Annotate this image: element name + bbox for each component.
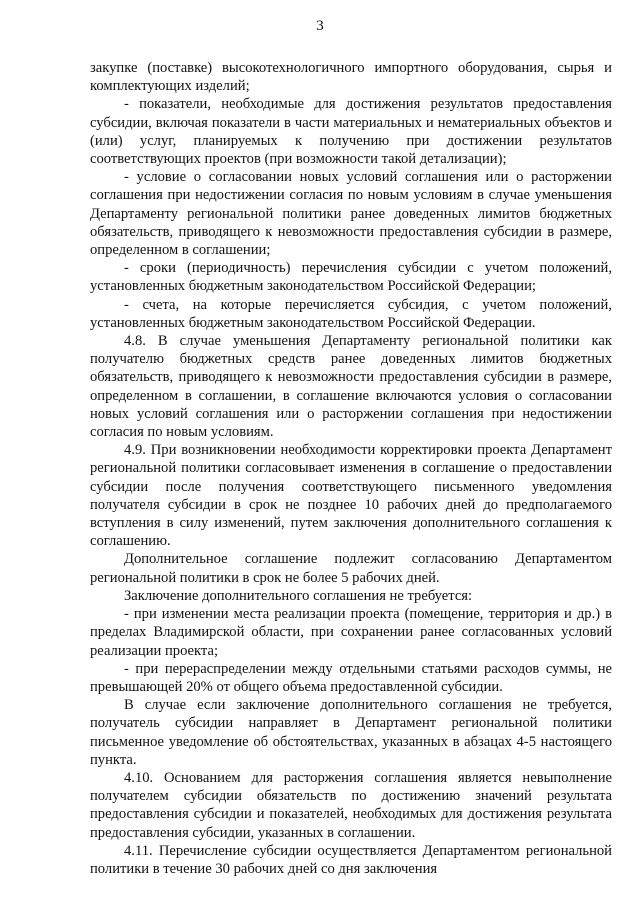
- paragraph-item-location-change: - при изменении места реализации проекта (помещение, территория и др.) в пределах Владимирской области, при сохранении ранее согласованных условий реализации проекта;: [90, 606, 612, 659]
- paragraph-item-redistribution: - при перераспределении между отдельными статьями расходов суммы, не превышающей 20% от общего объема предоставленной субсидии.: [90, 660, 612, 695]
- paragraph-notification: В случае если заключение дополнительного соглашения не требуется, получатель субсидии направляет в Департамент региональной политики письменное уведомление об обстоятельствах, указанных в абзацах 4-5 настоящего пункта.: [90, 697, 612, 768]
- paragraph-item-transfer-periods: - сроки (периодичность) перечисления субсидии с учетом положений, установленных бюджетным законодательством Российской Федерации;: [90, 260, 612, 295]
- paragraph-item-agreement-terms: - условие о согласовании новых условий соглашения или о расторжении соглашения при недостижении согласия по новым условиям в случае уменьшения Департаменту региональной политики ранее доведенных лимитов бюджетных обязательств, приводящего к невозможности предоставления субсидии в размере, определенном в соглашении;: [90, 169, 612, 259]
- paragraph-4-9: 4.9. При возникновении необходимости корректировки проекта Департамент региональной политики согласовывает изменения в соглашение о предоставлении субсидии после получения соответствующего письменного уведомления получателя субсидии в срок не позднее 10 рабочих дней до предполагаемого вступления в силу изменений, путем заключения дополнительного соглашения к соглашению.: [90, 442, 612, 550]
- paragraph-4-10: 4.10. Основанием для расторжения соглашения является невыполнение получателем субсидии обязательств по достижению значений результата предоставления субсидии и показателей, необходимых для достижения результата предоставления субсидии, указанных в соглашении.: [90, 769, 612, 841]
- paragraph-continuation: закупке (поставке) высокотехнологичного импортного оборудования, сырья и комплектующих изделий;: [90, 60, 612, 95]
- document-body: [90, 59, 612, 878]
- paragraph-item-indicators: - показатели, необходимые для достижения результатов предоставления субсидии, включая показатели в части материальных и нематериальных объектов и (или) услуг, планируемых к получению при достижении результатов соответствующих проектов (при возможности такой детализации);: [90, 96, 612, 168]
- paragraph-4-11: 4.11. Перечисление субсидии осуществляется Департаментом региональной политики в течение 30 рабочих дней со дня заключения: [90, 842, 612, 877]
- paragraph-item-accounts: - счета, на которые перечисляется субсидия, с учетом положений, установленных бюджетным законодательством Российской Федерации.: [90, 296, 612, 331]
- page-number: 3: [316, 18, 324, 34]
- paragraph-4-8: 4.8. В случае уменьшения Департаменту региональной политики как получателю бюджетных средств ранее доведенных лимитов бюджетных обязательств, приводящего к невозможности предоставления субсидии в размере, определенном в соглашении, в соглашение включаются условия о согласовании новых условий соглашения или о расторжении соглашения при недостижении согласия по новым условиям.: [90, 333, 612, 441]
- paragraph-additional-agreement: Дополнительное соглашение подлежит согласованию Департаментом региональной политики в срок не более 5 рабочих дней.: [90, 551, 612, 586]
- paragraph-not-required: Заключение дополнительного соглашения не требуется:: [124, 587, 473, 604]
